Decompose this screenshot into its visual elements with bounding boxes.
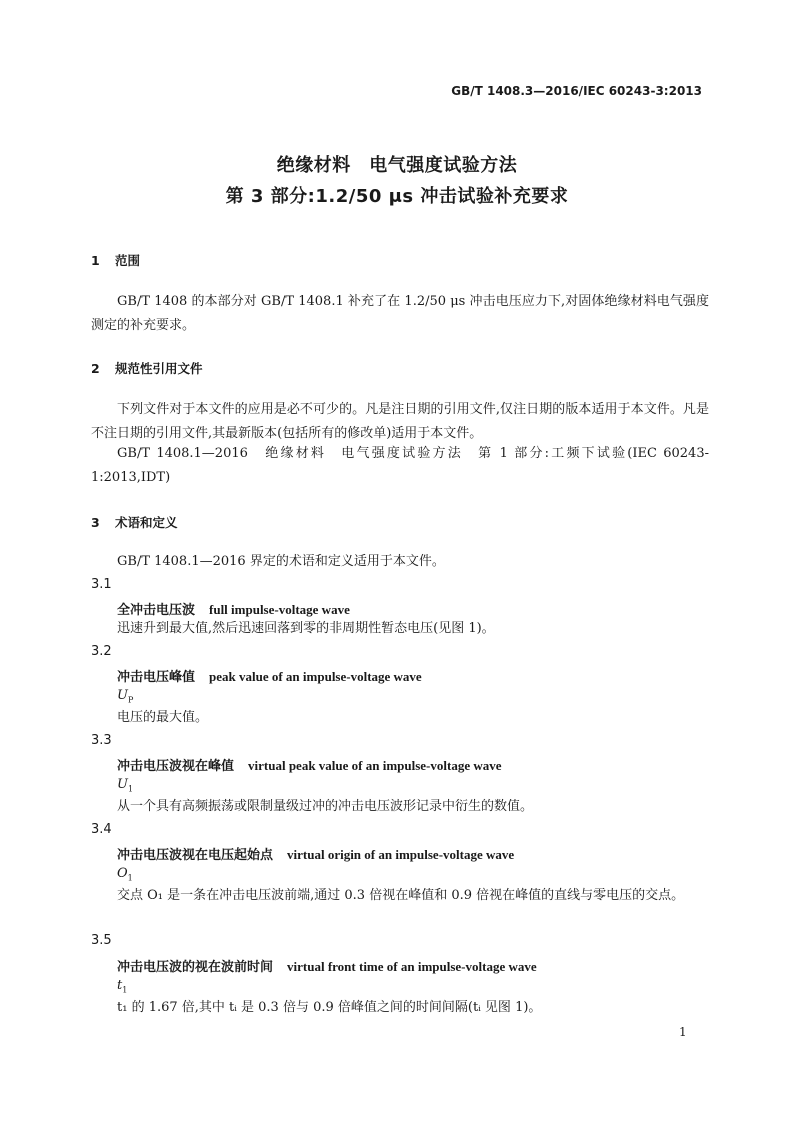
term-number: 3.3	[91, 733, 112, 748]
term-number: 3.1	[91, 577, 112, 592]
term-heading	[117, 599, 350, 618]
term-heading	[117, 844, 514, 863]
term-number: 3.4	[91, 822, 112, 837]
section-number: 2	[91, 361, 100, 376]
term-definition: 交点 O₁ 是一条在冲击电压波前端,通过 0.3 倍视在峰值和 0.9 倍视在峰值的直线与零电压的交点。	[117, 888, 685, 903]
term-heading	[117, 755, 502, 774]
term-en: full impulse-voltage wave	[209, 602, 350, 617]
term-heading	[117, 666, 422, 685]
term-heading	[117, 956, 537, 975]
section-title: 术语和定义	[115, 515, 178, 530]
term-symbol: $O_1$	[117, 866, 133, 883]
term-cn: 冲击电压波的视在波前时间	[117, 960, 274, 975]
term-en: virtual origin of an impulse-voltage wave	[287, 847, 515, 862]
section-title: 范围	[115, 253, 141, 268]
term-cn: 冲击电压峰值	[117, 670, 196, 685]
term-definition: 电压的最大值。	[117, 710, 209, 725]
term-symbol: $U_1$	[117, 777, 134, 794]
section-2-heading	[91, 359, 203, 377]
term-definition: t₁ 的 1.67 倍,其中 tᵢ 是 0.3 倍与 0.9 倍峰值之间的时间间隔(tᵢ 见图 1)。	[117, 1000, 542, 1015]
refs-item-paragraph: GB/T 1408.1—2016 绝缘材料 电气强度试验方法 第 1 部分:工频下试验(IEC 60243-1:2013,IDT)	[91, 446, 709, 485]
section-number: 3	[91, 515, 100, 530]
section-title: 规范性引用文件	[115, 361, 203, 376]
title-line-1: 绝缘材料 电气强度试验方法	[276, 155, 518, 176]
term-cn: 全冲击电压波	[117, 603, 196, 618]
page-number: 1	[679, 1025, 687, 1039]
refs-intro-paragraph: 下列文件对于本文件的应用是必不可少的。凡是注日期的引用文件,仅注日期的版本适用于本文件。凡是不注日期的引用文件,其最新版本(包括所有的修改单)适用于本文件。	[91, 402, 709, 441]
term-number: 3.5	[91, 933, 112, 948]
term-cn: 冲击电压波视在电压起始点	[117, 848, 274, 863]
section-number: 1	[91, 253, 100, 268]
term-symbol: $t_1$	[117, 978, 128, 995]
terms-intro-paragraph: GB/T 1408.1—2016 界定的术语和定义适用于本文件。	[117, 554, 445, 569]
title-line-2: 第 3 部分:1.2/50 μs 冲击试验补充要求	[225, 186, 569, 207]
standard-code: GB/T 1408.3—2016/IEC 60243-3:2013	[451, 84, 702, 98]
section-3-heading	[91, 513, 178, 531]
term-cn: 冲击电压波视在峰值	[117, 759, 235, 774]
term-en: virtual front time of an impulse-voltage wave	[287, 959, 537, 974]
term-en: virtual peak value of an impulse-voltage wave	[248, 758, 502, 773]
term-definition: 迅速升到最大值,然后迅速回落到零的非周期性暂态电压(见图 1)。	[117, 621, 495, 636]
scope-paragraph: GB/T 1408 的本部分对 GB/T 1408.1 补充了在 1.2/50 μs 冲击电压应力下,对固体绝缘材料电气强度测定的补充要求。	[91, 294, 709, 333]
term-en: peak value of an impulse-voltage wave	[209, 669, 422, 684]
section-1-heading	[91, 251, 140, 269]
term-definition: 从一个具有高频振荡或限制量级过冲的冲击电压波形记录中衍生的数值。	[117, 799, 534, 814]
term-number: 3.2	[91, 644, 112, 659]
term-symbol: $U_P$	[117, 688, 134, 705]
